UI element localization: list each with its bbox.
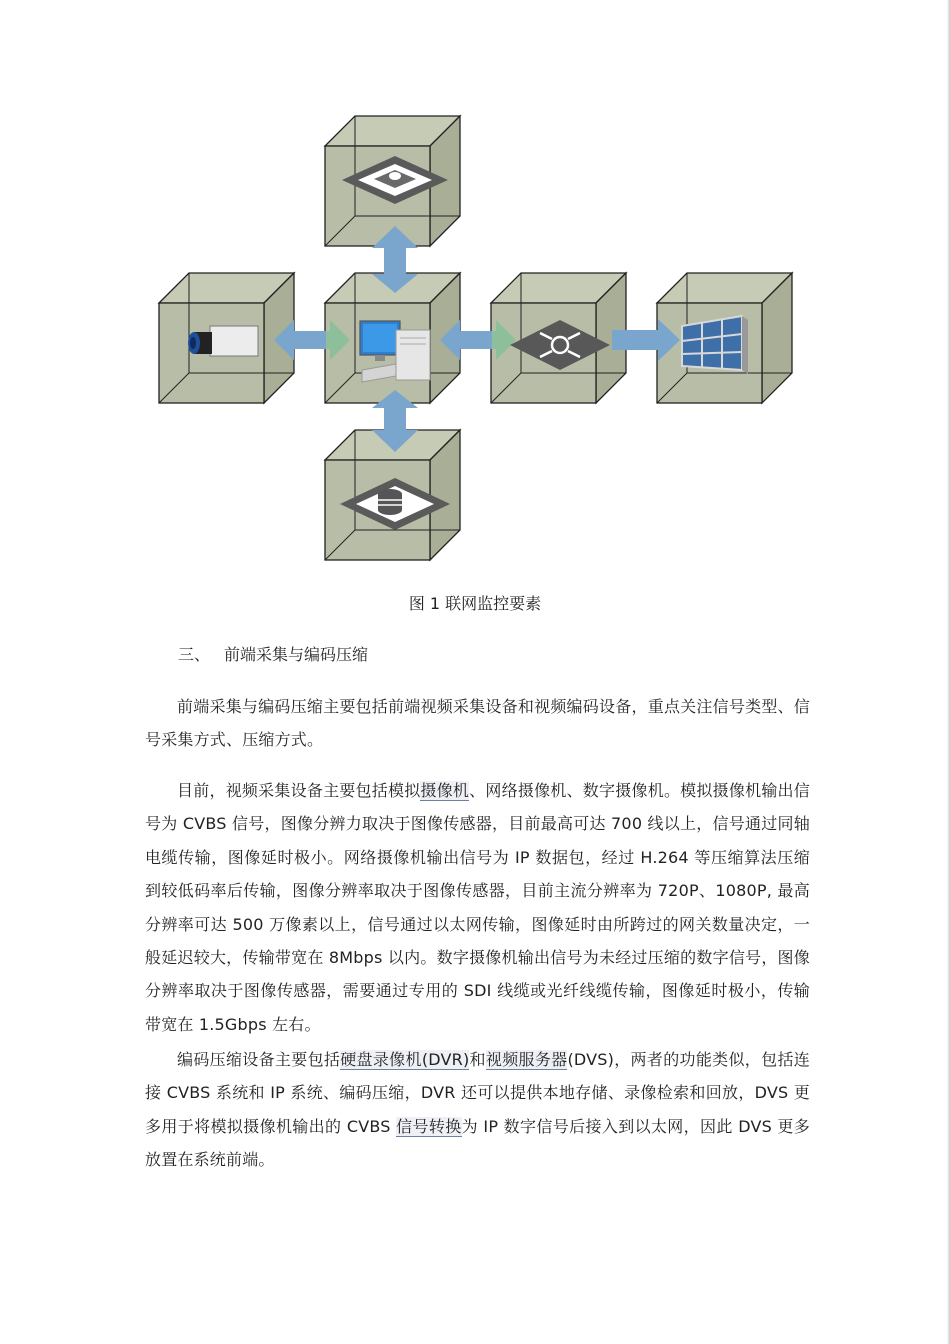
paragraph-3-text-c: (DVS)，两者的功能类似，包括连接 CVBS 系统和 IP 系统、编码压缩，DVR 还可以提供本地存储、录像检索和回放，DVS 更多用于将模拟摄像机输出的 CVBS — [145, 1050, 810, 1136]
video-wall-icon — [682, 316, 748, 374]
figure-caption: 图 1 联网监控要素 — [408, 594, 542, 613]
paragraph-2 — [145, 774, 810, 1041]
section-heading — [178, 643, 368, 667]
link-camera[interactable]: 摄像机 — [420, 781, 470, 800]
link-video-server[interactable]: 视频服务器 — [485, 1050, 568, 1069]
link-signal-conversion[interactable]: 信号转换 — [396, 1116, 462, 1136]
paragraph-1: 前端采集与编码压缩主要包括前端视频采集设备和视频编码设备，重点关注信号类型、信号采集方式、压缩方式。 — [145, 697, 810, 750]
paragraph-3-text-d: 为 IP 数字信号后接入到以太网，因此 DVS 更多放置在系统前端。 — [145, 1116, 810, 1170]
computer-icon — [360, 321, 430, 382]
section-number: 三、 — [178, 645, 211, 664]
link-dvr[interactable]: 硬盘录像机(DVR) — [340, 1050, 470, 1069]
paragraph-3 — [145, 1043, 810, 1177]
network-monitoring-diagram — [150, 108, 810, 568]
paragraph-3-text-a: 编码压缩设备主要包括 — [177, 1050, 341, 1069]
paragraph-3-text-b: 和 — [469, 1050, 486, 1069]
section-title: 前端采集与编码压缩 — [224, 645, 369, 664]
paragraph-2-text-b: 、网络摄像机、数字摄像机。模拟摄像机输出信号为 CVBS 信号，图像分辨力取决于图像传感器，目前最高可达 700 线以上，信号通过同轴电缆传输，图像延时极小。网络摄像机输出信号为 IP 数据包，经过 H.264 等压缩算法压缩到较低码率后传输，图像分辨率取决于图像传感器，目前主流分辨率为 720P、1080P, 最高分辨率可达 500 万像素以上，信号通过以太网传输，图像延时由所跨过的网关数量决定，一般延迟较大，传输带宽在 8Mbps 以内。数字摄像机输出信号为未经过压缩的数字信号，图像分辨率取决于图像传感器，需要通过专用的 SDI 线缆或光纤线缆传输，图像延时极小，传输带宽在 1.5Gbps 左右。 — [145, 781, 810, 1034]
paragraph-2-text-a: 目前，视频采集设备主要包括模拟 — [177, 781, 421, 800]
